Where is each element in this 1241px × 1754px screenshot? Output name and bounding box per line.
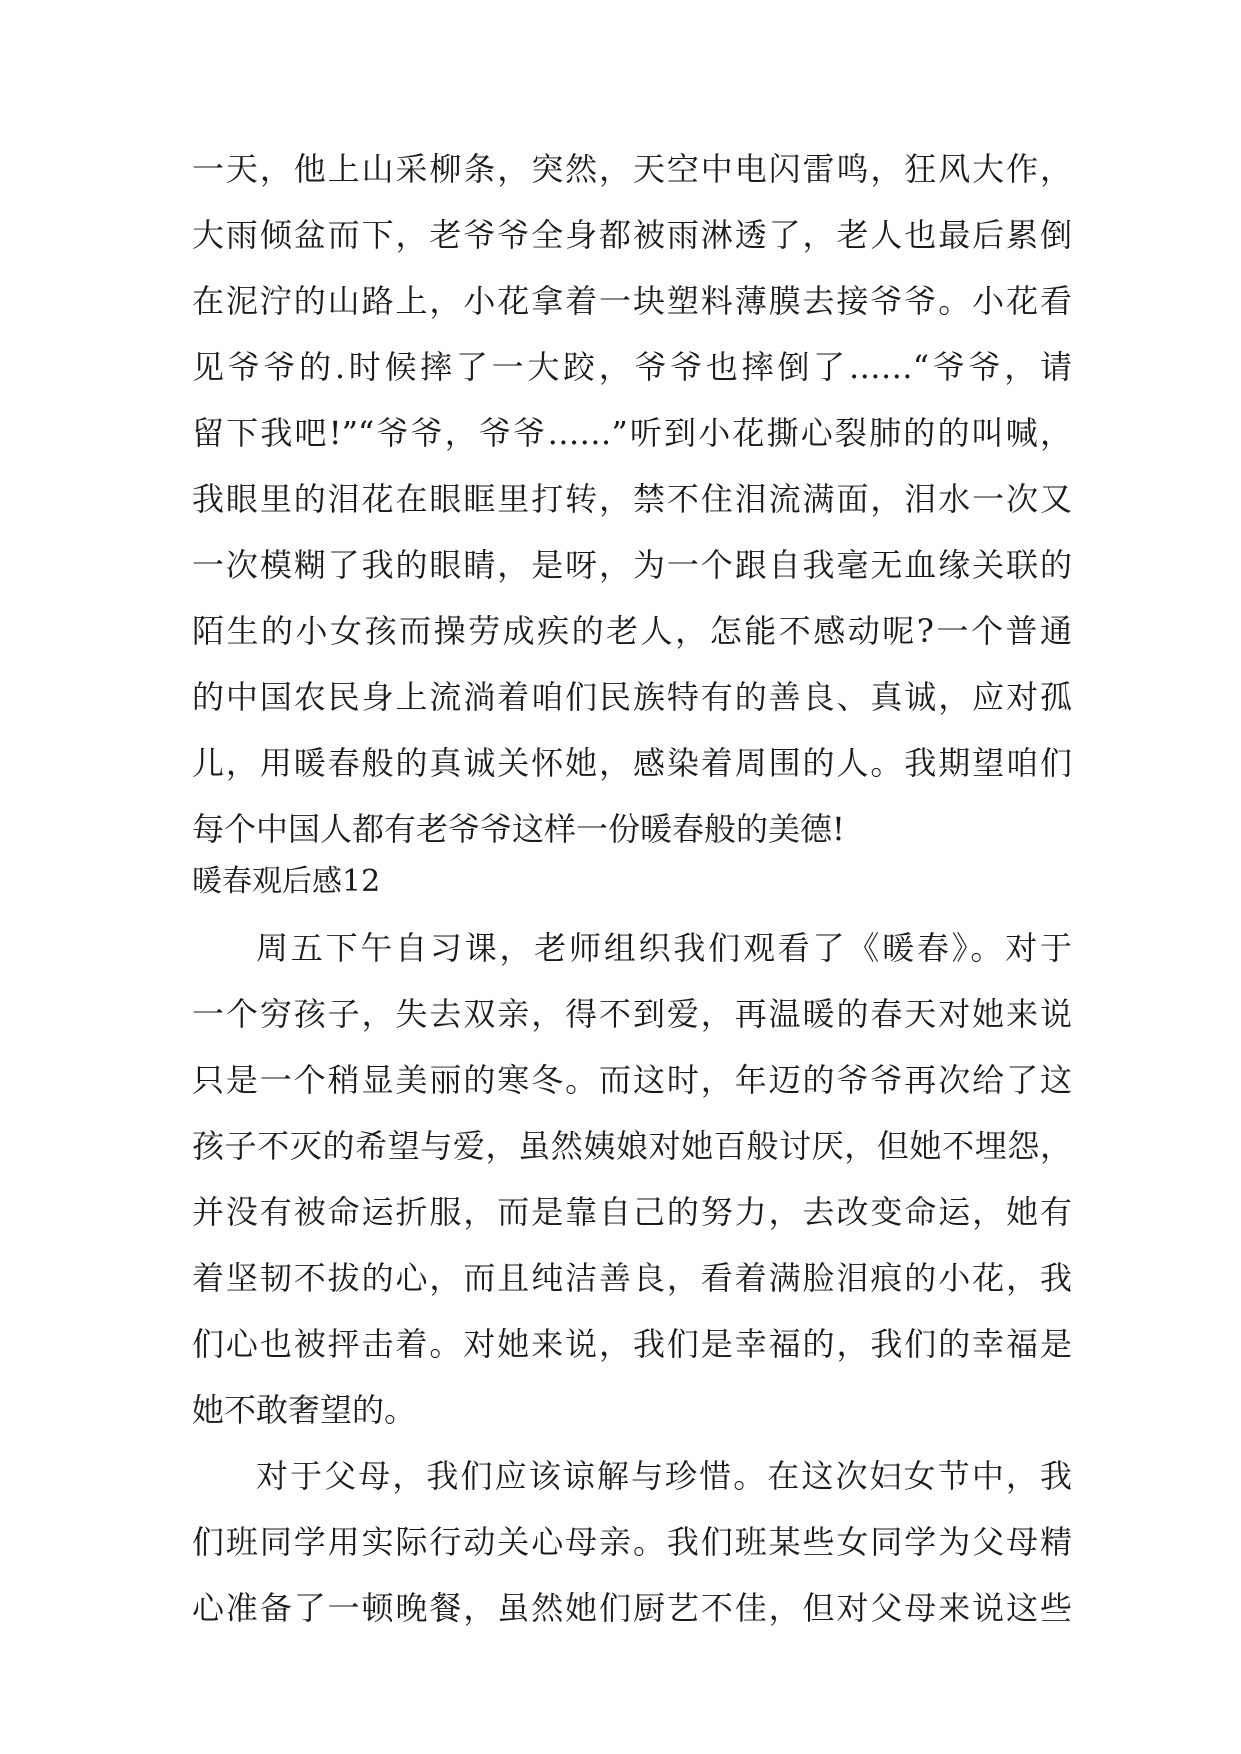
paragraph-1-line-4: 见爷爷的.时候摔了一大跤，爷爷也摔倒了……“爷爷，请 [192, 348, 1072, 386]
paragraph-1-line-9: 的中国农民身上流淌着咱们民族特有的善良、真诚，应对孤 [192, 678, 1072, 716]
paragraph-2-line-2: 一个穷孩子，失去双亲，得不到爱，再温暖的春天对她来说 [192, 995, 1072, 1033]
paragraph-1-line-3: 在泥泞的山路上，小花拿着一块塑料薄膜去接爷爷。小花看 [192, 282, 1072, 320]
paragraph-1-line-10: 儿，用暖春般的真诚关怀她，感染着周围的人。我期望咱们 [192, 744, 1072, 782]
paragraph-1-line-11: 每个中国人都有老爷爷这样一份暖春般的美德! [192, 810, 845, 848]
paragraph-2-line-8: 她不敢奢望的。 [192, 1391, 417, 1429]
paragraph-3-line-2: 们班同学用实际行动关心母亲。我们班某些女同学为父母精 [192, 1523, 1072, 1561]
paragraph-1-line-2: 大雨倾盆而下，老爷爷全身都被雨淋透了，老人也最后累倒 [192, 216, 1072, 254]
paragraph-3-line-3: 心准备了一顿晚餐，虽然她们厨艺不佳，但对父母来说这些 [192, 1589, 1072, 1627]
paragraph-2-line-1: 周五下午自习课，老师组织我们观看了《暖春》。对于 [256, 929, 1072, 967]
paragraph-1-line-5: 留下我吧!”“爷爷，爷爷……”听到小花撕心裂肺的的叫喊， [192, 414, 1072, 452]
paragraph-2-line-4: 孩子不灭的希望与爱，虽然姨娘对她百般讨厌，但她不埋怨， [192, 1127, 1072, 1165]
paragraph-1-line-8: 陌生的小女孩而操劳成疾的老人，怎能不感动呢?一个普通 [192, 612, 1072, 650]
paragraph-1-line-6: 我眼里的泪花在眼眶里打转，禁不住泪流满面，泪水一次又 [192, 480, 1072, 518]
paragraph-2-line-5: 并没有被命运折服，而是靠自己的努力，去改变命运，她有 [192, 1193, 1072, 1231]
paragraph-2-line-6: 着坚韧不拔的心，而且纯洁善良，看着满脸泪痕的小花，我 [192, 1259, 1072, 1297]
paragraph-1-line-1: 一天，他上山采柳条，突然，天空中电闪雷鸣，狂风大作， [192, 150, 1072, 188]
paragraph-3-line-1: 对于父母，我们应该谅解与珍惜。在这次妇女节中，我 [256, 1457, 1072, 1495]
paragraph-2-line-3: 只是一个稍显美丽的寒冬。而这时，年迈的爷爷再次给了这 [192, 1061, 1072, 1099]
paragraph-1-line-7: 一次模糊了我的眼睛，是呀，为一个跟自我毫无血缘关联的 [192, 546, 1072, 584]
paragraph-2-line-7: 们心也被抨击着。对她来说，我们是幸福的，我们的幸福是 [192, 1325, 1072, 1363]
section-heading: 暖春观后感12 [192, 864, 381, 899]
